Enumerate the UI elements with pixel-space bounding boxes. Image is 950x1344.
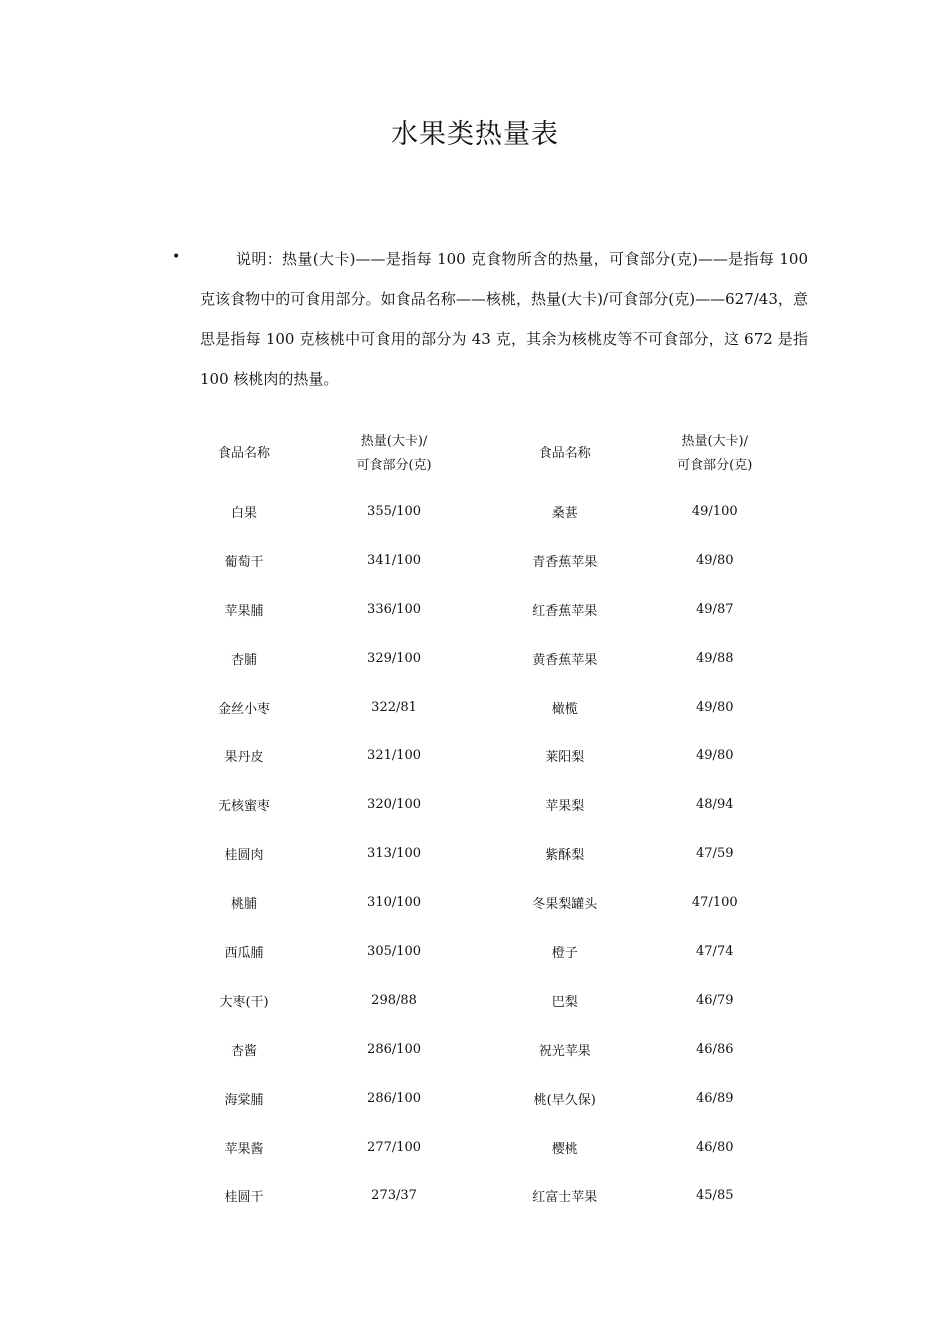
calorie-value-right: 47/59 (696, 846, 734, 862)
calorie-value-left: 298/88 (371, 992, 417, 1008)
header-name-left: 食品名称 (218, 446, 271, 461)
calorie-value-right: 49/88 (696, 650, 734, 666)
calorie-value-right: 46/89 (696, 1090, 734, 1106)
header-calorie-right-line2: 可食部分(克) (677, 458, 753, 473)
calorie-value-left: 336/100 (367, 601, 422, 617)
header-calorie-right (648, 425, 783, 483)
food-name-right: 橄榄 (551, 701, 578, 717)
food-name-left: 桂圆干 (224, 1190, 264, 1206)
calorie-value-left: 321/100 (367, 748, 422, 764)
food-name-left: 杏脯 (231, 652, 258, 668)
food-name-left: 苹果酱 (224, 1141, 264, 1157)
calorie-value-left: 313/100 (367, 846, 422, 862)
food-name-left: 大枣(干) (219, 994, 269, 1010)
table-row (182, 1025, 782, 1074)
food-name-right: 桑葚 (551, 505, 578, 521)
calorie-value-left: 305/100 (367, 943, 422, 959)
header-calorie-left-line2: 可食部分(克) (356, 458, 432, 473)
table-row (182, 683, 782, 732)
table-row (182, 878, 782, 927)
table-row (182, 1171, 782, 1220)
calorie-value-right: 46/80 (696, 1139, 734, 1155)
calorie-value-left: 286/100 (367, 1090, 422, 1106)
calorie-value-right: 49/100 (691, 503, 738, 519)
food-name-left: 白果 (231, 505, 258, 521)
description-paragraph: 说明：热量(大卡)——是指每 100 克食物所含的热量，可食部分(克)——是指每 100 克该食物中的可食用部分。如食品名称——核桃，热量(大卡)/可食部分(克)——627/43，意思是指每 100 克核桃中可食用的部分为 43 克，其余为核桃皮等不可食部分，这 672 是指 100 核桃肉的热量。 (200, 250, 808, 388)
header-calorie-left (306, 425, 482, 483)
food-name-left: 桂圆肉 (224, 848, 264, 864)
calorie-value-right: 45/85 (696, 1188, 734, 1204)
food-name-right: 莱阳梨 (545, 750, 585, 766)
calorie-value-left: 286/100 (367, 1041, 422, 1057)
table-row (182, 1123, 782, 1172)
food-name-right: 苹果梨 (545, 799, 585, 815)
food-name-right: 祝光苹果 (538, 1043, 591, 1059)
calorie-value-left: 273/37 (371, 1188, 417, 1204)
calorie-value-left: 341/100 (367, 552, 422, 568)
calorie-value-right: 46/86 (696, 1041, 734, 1057)
calorie-value-right: 49/80 (696, 748, 734, 764)
food-name-left: 西瓜脯 (224, 945, 264, 961)
calorie-value-right: 49/87 (696, 601, 734, 617)
table-body (182, 483, 782, 1220)
calorie-value-left: 310/100 (367, 895, 422, 911)
table-row (182, 927, 782, 976)
calorie-value-left: 322/81 (371, 699, 417, 715)
table-header-row (182, 425, 782, 483)
calorie-value-left: 355/100 (367, 503, 422, 519)
food-name-right: 冬果梨罐头 (532, 897, 598, 913)
calorie-value-left: 329/100 (367, 650, 422, 666)
food-name-right: 紫酥梨 (545, 848, 585, 864)
table-row (182, 1074, 782, 1123)
table-row (182, 634, 782, 683)
calorie-value-right: 49/80 (696, 552, 734, 568)
header-name-right: 食品名称 (538, 446, 591, 461)
page-title: 水果类热量表 (391, 119, 559, 150)
table-row (182, 536, 782, 585)
table-row (182, 829, 782, 878)
calorie-value-left: 277/100 (367, 1139, 422, 1155)
header-calorie-left-line1: 热量(大卡)/ (360, 434, 428, 449)
food-name-right: 樱桃 (551, 1141, 578, 1157)
food-name-left: 果丹皮 (224, 750, 264, 766)
food-name-right: 黄香蕉苹果 (532, 652, 598, 668)
food-name-right: 桃(早久保) (533, 1092, 596, 1108)
calorie-value-right: 47/74 (696, 943, 734, 959)
calorie-table (182, 425, 782, 1220)
table-row (182, 585, 782, 634)
food-name-left: 桃脯 (231, 897, 258, 913)
calorie-value-right: 47/100 (691, 895, 738, 911)
header-calorie-right-line1: 热量(大卡)/ (681, 434, 749, 449)
table-row (182, 487, 782, 536)
food-name-left: 杏酱 (231, 1043, 258, 1059)
table-row (182, 731, 782, 780)
food-name-left: 苹果脯 (224, 603, 264, 619)
calorie-value-right: 46/79 (696, 992, 734, 1008)
calorie-value-left: 320/100 (367, 797, 422, 813)
food-name-right: 红香蕉苹果 (532, 603, 598, 619)
calorie-value-right: 49/80 (696, 699, 734, 715)
food-name-right: 橙子 (551, 945, 578, 961)
food-name-right: 红富士苹果 (532, 1190, 598, 1206)
food-name-right: 青香蕉苹果 (532, 554, 598, 570)
food-name-right: 巴梨 (551, 994, 578, 1010)
food-name-left: 金丝小枣 (218, 701, 271, 717)
food-name-left: 葡萄干 (224, 554, 264, 570)
table-row (182, 976, 782, 1025)
food-name-left: 海棠脯 (224, 1092, 264, 1108)
bullet-icon: • (172, 249, 181, 265)
calorie-value-right: 48/94 (696, 797, 734, 813)
food-name-left: 无核蜜枣 (218, 799, 271, 815)
table-row (182, 780, 782, 829)
